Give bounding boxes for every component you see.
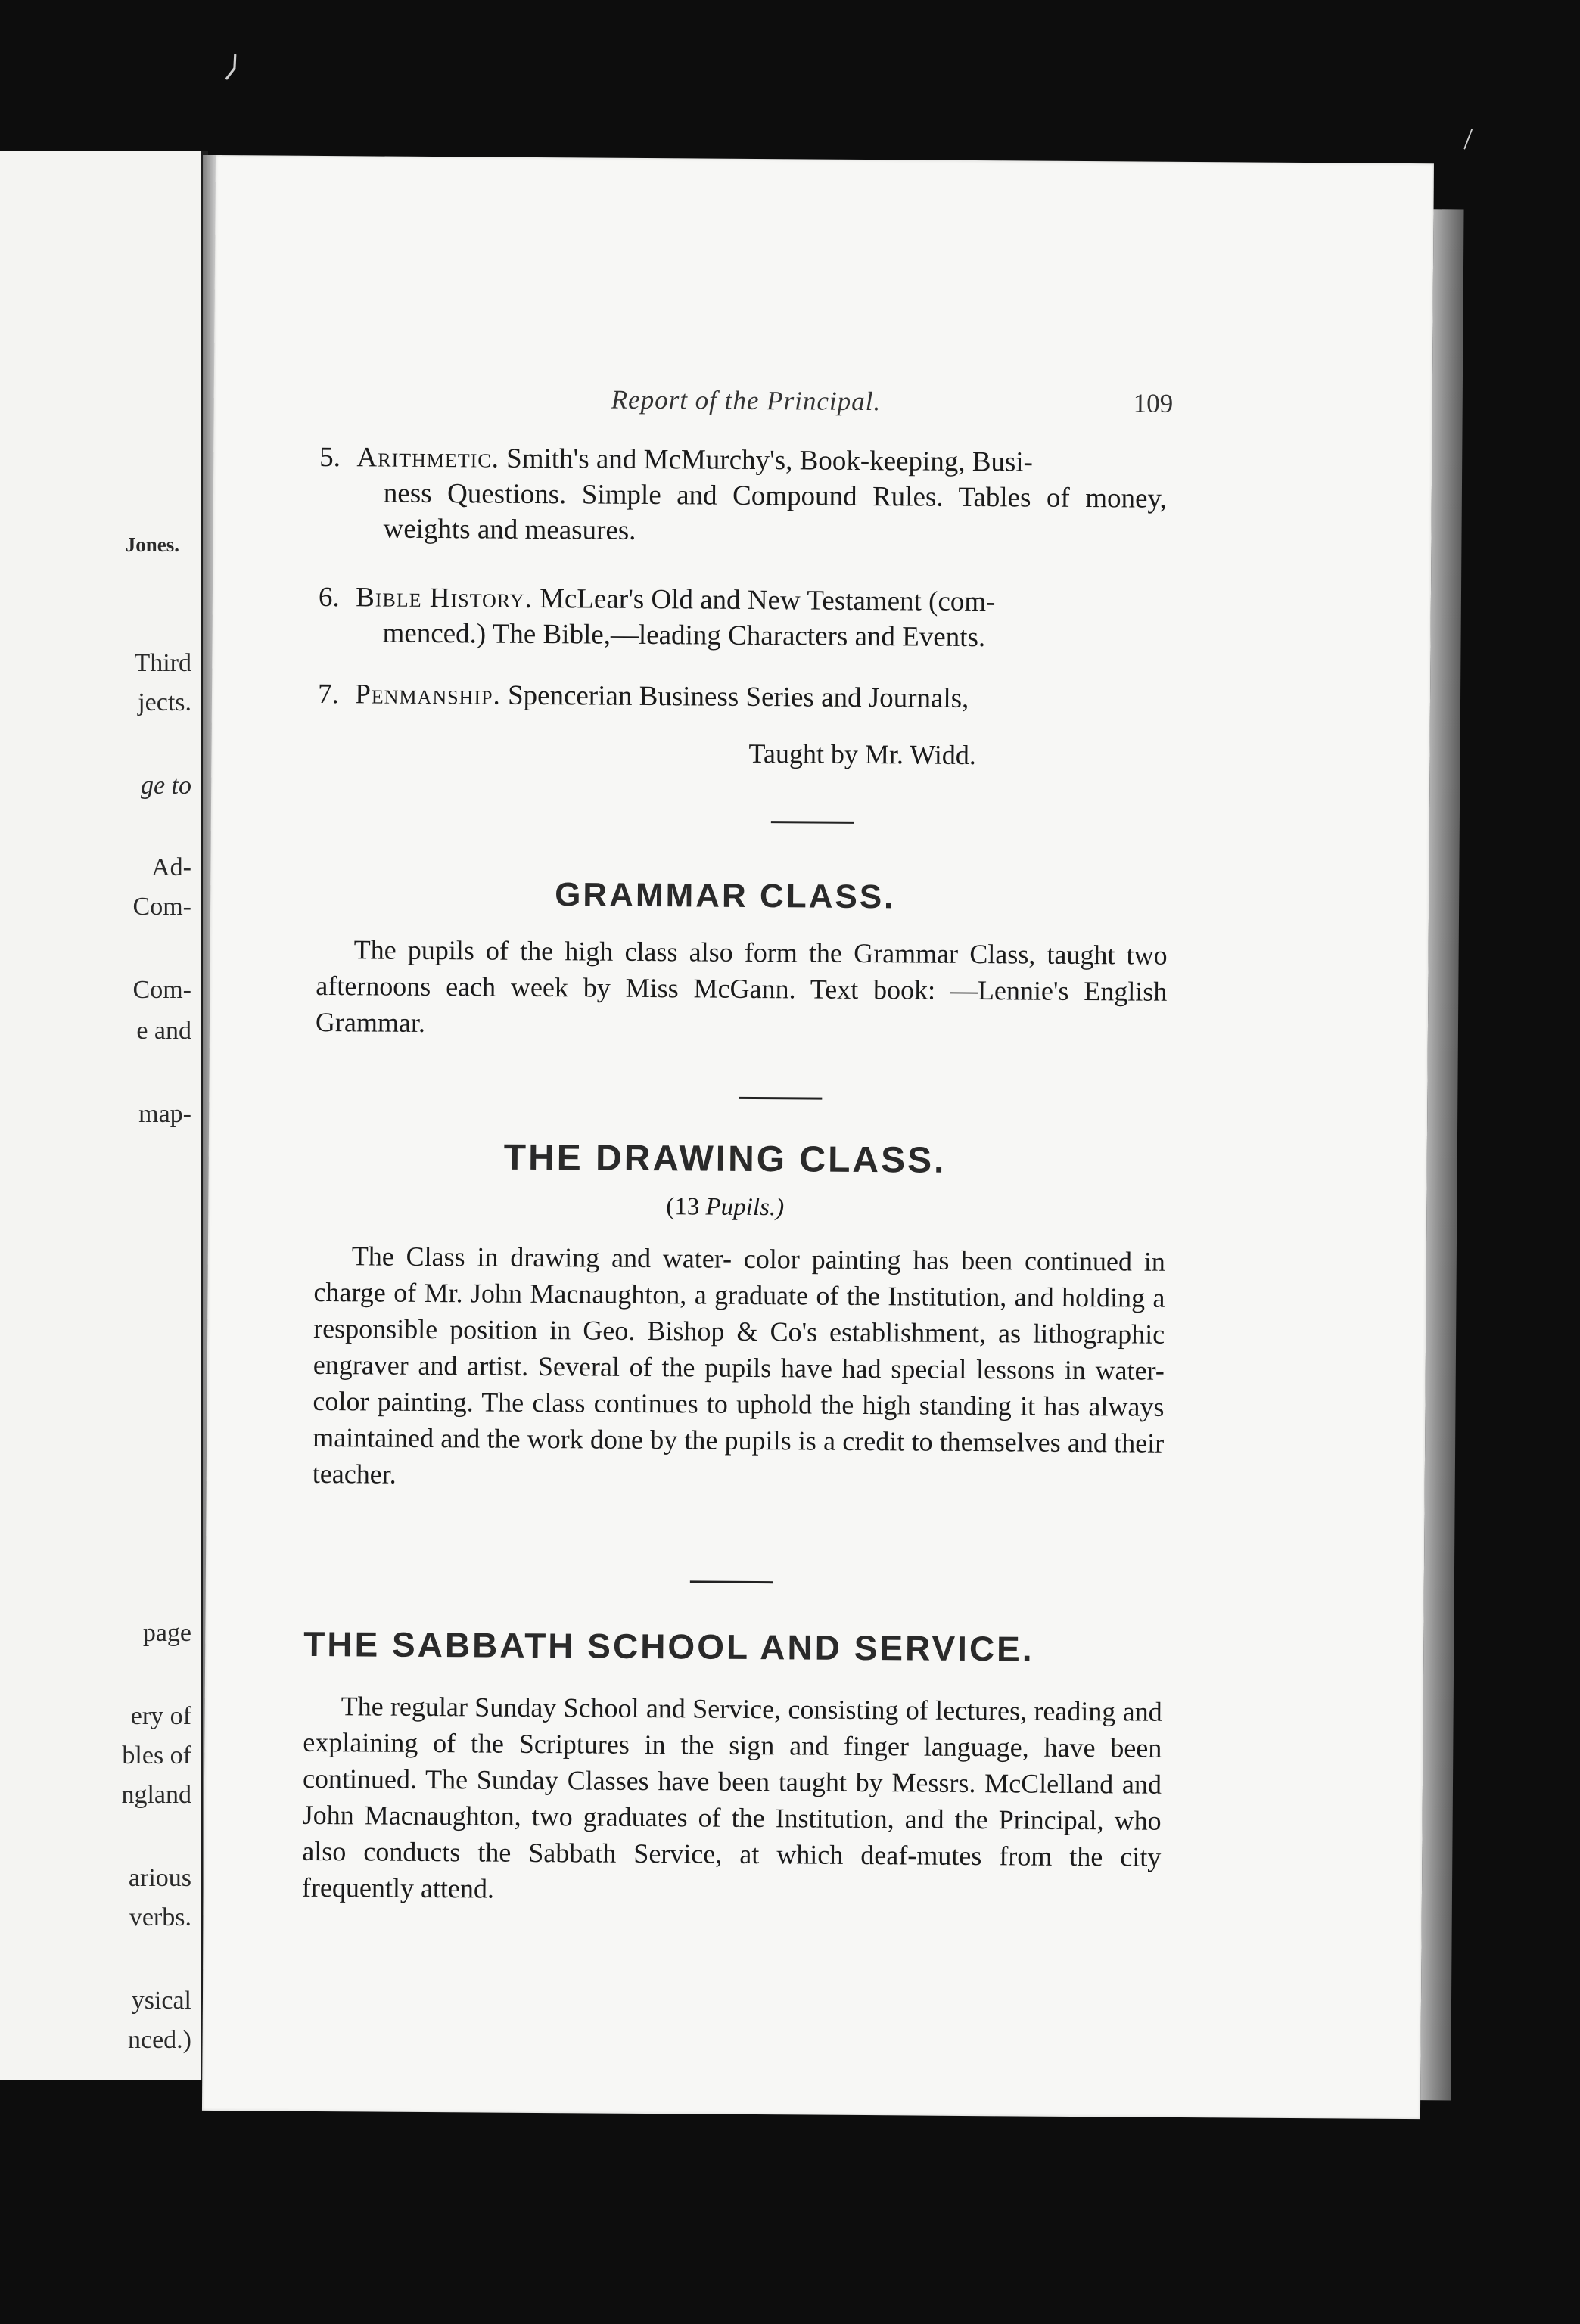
sabbath-heading: THE SABBATH SCHOOL AND SERVICE. — [303, 1623, 1034, 1669]
left-page-fragment: Com- — [132, 893, 191, 921]
page-number: 109 — [1133, 388, 1174, 418]
left-page-fragment: ysical — [131, 1987, 191, 2015]
section-divider — [771, 821, 854, 824]
left-page-fragment: ge to — [140, 772, 191, 800]
pupil-label: Pupils.) — [705, 1193, 785, 1222]
subject-text: McLear's Old and New Testament (com- — [539, 583, 996, 618]
subject-text-continued: ness Questions. Simple and Compound Rules. Tables of money, weights and measures. — [383, 477, 1168, 546]
drawing-heading: THE DRAWING CLASS. — [503, 1137, 947, 1181]
left-page-fragment: jects. — [138, 688, 191, 716]
subject-item — [318, 579, 1166, 657]
section-divider — [690, 1580, 773, 1583]
subject-item — [319, 440, 1167, 552]
left-page-fragment: page — [142, 1619, 191, 1647]
page-edge — [1420, 209, 1463, 2100]
left-page-fragment: map- — [138, 1100, 191, 1128]
subject-text-continued: menced.) The Bible,—leading Characters and Events. — [382, 617, 986, 654]
left-page-fragment: verbs. — [129, 1903, 191, 1931]
left-page-fragment: ngland — [121, 1781, 191, 1809]
sabbath-paragraph: The regular Sunday School and Service, consisting of lectures, reading and explaining of the Scriptures in the sign and finger language, have been continued. The Sunday Classes have been taught by Messrs. McClelland and John Macnaughton, two graduates of the Institution, and the Principal, who also conducts the Sabbath Service, at which deaf-mutes from the city frequently attend. — [301, 1691, 1162, 1904]
background-speck: ⟩ — [221, 48, 244, 85]
grammar-paragraph: The pupils of the high class also form the Grammar Class, taught two afternoons each week by Miss McGann. Text book: —Lennie's English Grammar. — [315, 934, 1168, 1038]
left-page-fragment: Jones. — [125, 533, 179, 556]
left-facing-page — [0, 151, 208, 2080]
grammar-heading: GRAMMAR CLASS. — [555, 876, 896, 916]
running-head: Report of the Principal. — [611, 384, 882, 417]
left-page-fragment: bles of — [122, 1741, 191, 1769]
left-page-fragment: ery of — [130, 1702, 191, 1730]
subject-name: Arithmetic. — [356, 442, 500, 474]
taught-by-line: Taught by Mr. Widd. — [748, 738, 976, 771]
section-divider — [739, 1097, 822, 1100]
left-page-fragment: Third — [134, 649, 191, 677]
subject-number: 6. — [318, 581, 340, 614]
left-page-fragment: e and — [136, 1017, 191, 1045]
subject-text: Spencerian Business Series and Journals, — [507, 679, 969, 714]
book-page — [202, 155, 1434, 2119]
subject-text: Smith's and McMurchy's, Book-keeping, Busi- — [506, 443, 1034, 478]
left-page-fragment: arious — [128, 1864, 191, 1892]
subject-number: 7. — [317, 678, 339, 710]
left-page-fragment: Com- — [132, 976, 191, 1004]
pupil-count: (13 — [666, 1193, 700, 1221]
subject-name: Bible History. — [356, 582, 533, 614]
subject-item — [318, 676, 1165, 718]
drawing-paragraph: The Class in drawing and water- color painting has been continued in charge of Mr. John Macnaughton, a graduate of the Institution, and holding a responsible position in Geo. Bishop & Co's establishment, as lithographic engraver and artist. Several of the pupils have had special lessons in water-color painting. The class continues to uphold the high standing it has always maintained and the work done by the pupils is a credit to themselves and their teacher. — [312, 1241, 1165, 1490]
subject-number: 5. — [319, 441, 341, 474]
left-page-fragment: Ad- — [151, 853, 191, 881]
left-page-fragment: nced.) — [127, 2026, 191, 2054]
background-speck: \ — [1454, 123, 1483, 155]
drawing-subheading — [666, 1193, 784, 1222]
subject-name: Penmanship. — [355, 679, 501, 711]
